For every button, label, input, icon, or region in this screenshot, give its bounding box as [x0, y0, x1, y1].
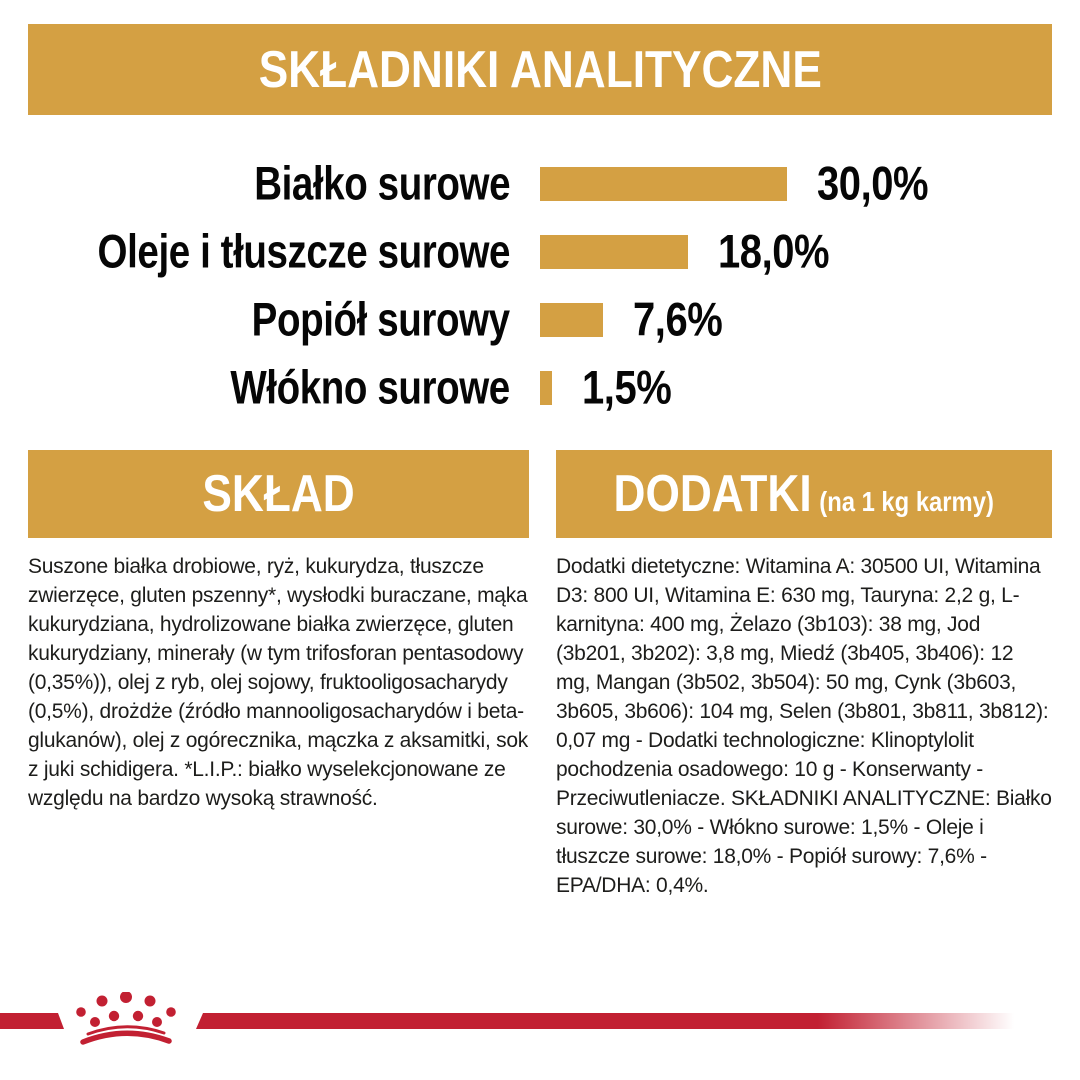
analytical-components-title: SKŁADNIKI ANALITYCZNE	[258, 40, 822, 99]
composition-title: SKŁAD	[202, 465, 355, 523]
additives-body-text: Dodatki dietetyczne: Witamina A: 30500 UI, Witamina D3: 800 UI, Witamina E: 630 mg, Tauryna: 2,2 g, L-karnityna: 400 mg, Żelazo (3b103): 38 mg, Jod (3b201, 3b202): 3,8 mg, Miedź (3b405, 3b406): 12 mg, Mangan (3b502, 3b504): 50 mg, Cynk (3b603, 3b605, 3b606): 104 mg, Selen (3b801, 3b811, 3b812): 0,07 mg - Dodatki technologiczne: Klinoptylolit pochodzenia osadowego: 10 g - Konserwanty - Przeciwutleniacze. SKŁADNIKI ANALITYCZNE: Białko surowe: 30,0% - Włókno surowe: 1,5% - Oleje i tłuszcze surowe: 18,0% - Popiół surowy: 7,6% - EPA/DHA: 0,4%.	[556, 555, 1052, 897]
chart-bar	[540, 303, 603, 337]
additives-banner	[556, 450, 1052, 538]
chart-bar	[540, 235, 688, 269]
chart-bar	[540, 167, 787, 201]
chart-row-label: Białko surowe	[254, 156, 510, 210]
chart-bar	[540, 371, 552, 405]
chart-row-fats	[0, 218, 1080, 286]
chart-row-fibre	[0, 354, 1080, 422]
composition-body-text: Suszone białka drobiowe, ryż, kukurydza, tłuszcze zwierzęce, gluten pszenny*, wysłodki buraczane, mąka kukurydziana, hydrolizowane białka zwierzęce, gluten kukurydziany, minerały (w tym trifosforan pentasodowy (0,35%)), olej z ryb, olej sojowy, fruktooligosacharydy (0,5%), drożdże (źródło mannooligosacharydów i beta-glukanów), olej z ogórecznika, mączka z aksamitki, sok z juki schidigera. *L.I.P.: białko wyselekcjonowane ze względu na bardzo wysoką strawność.	[28, 555, 529, 810]
chart-row-value: 7,6%	[633, 292, 723, 346]
royal-canin-crown-icon	[68, 992, 184, 1048]
chart-row-protein	[0, 150, 1080, 218]
analytical-components-chart	[0, 150, 1080, 422]
analytical-components-banner	[28, 24, 1052, 115]
chart-row-label: Włókno surowe	[230, 360, 510, 414]
chart-row-ash	[0, 286, 1080, 354]
composition-section	[28, 450, 529, 813]
chart-row-value: 1,5%	[582, 360, 672, 414]
chart-row-value: 30,0%	[817, 156, 929, 210]
additives-title: DODATKI	[613, 465, 812, 523]
chart-row-label: Oleje i tłuszcze surowe	[97, 224, 510, 278]
additives-subtitle: (na 1 kg karmy)	[819, 486, 995, 517]
additives-title-row	[613, 465, 995, 523]
chart-row-label: Popiół surowy	[251, 292, 510, 346]
brand-stripe-right	[196, 1013, 1014, 1029]
chart-row-value: 18,0%	[718, 224, 830, 278]
composition-banner	[28, 450, 529, 538]
brand-stripe-left	[0, 1013, 64, 1029]
additives-section	[556, 450, 1052, 900]
